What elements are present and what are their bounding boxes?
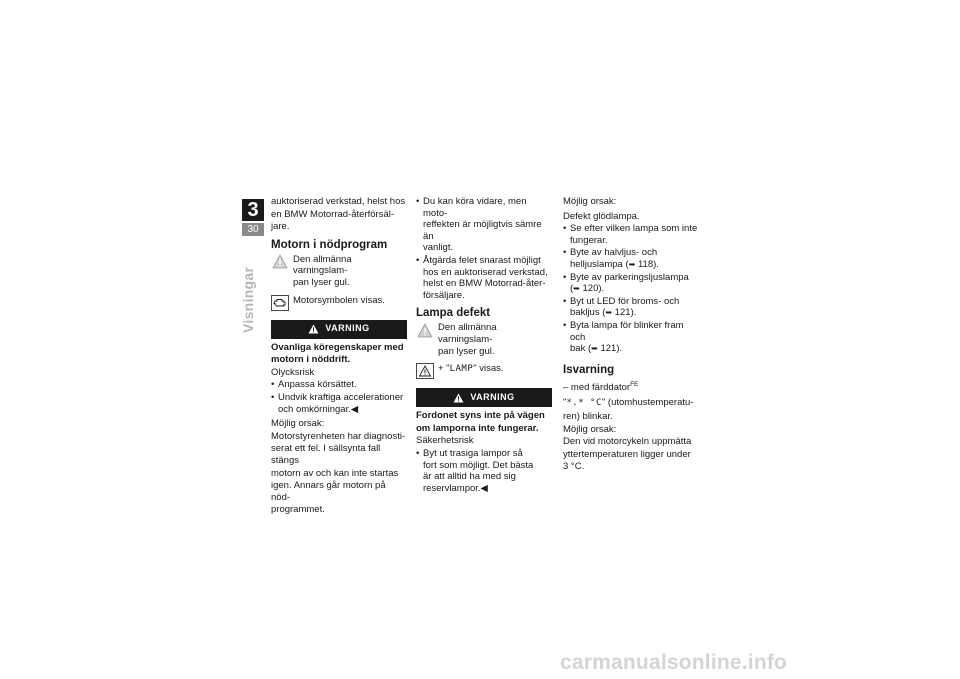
bullet-list [416, 196, 552, 301]
lamp-row [416, 363, 552, 379]
ice-line: ren) blinkar. [563, 411, 613, 423]
warning-light-icon [416, 322, 434, 338]
ice-code: *.* °C [566, 398, 602, 409]
list-item: • Byte av parkeringsljuslampa (➥ 120). [563, 272, 699, 295]
warning-title: motorn i nöddrift. [271, 354, 351, 366]
warning-title: om lamporna inte fungerar. [416, 422, 539, 434]
list-item: • Byta lampa för blinker fram och bak (➥ 121). [563, 320, 699, 355]
warning-bar [271, 320, 407, 339]
warning-triangle-icon [453, 393, 464, 403]
warning-bar [416, 388, 552, 407]
bullet-list [271, 379, 407, 415]
reference-arrow-icon: ➥ [591, 344, 598, 354]
column-2 [416, 196, 552, 495]
warning-triangle-icon [416, 363, 434, 379]
indicator-text: Den allmänna varningslam- [438, 322, 497, 345]
cause-line: Den vid motorcykeln uppmätta [563, 436, 692, 448]
engine-icon [271, 295, 289, 311]
bullet-list [416, 448, 552, 494]
lamp-text: + "LAMP" visas. [438, 363, 504, 375]
list-item: • Åtgärda felet snarast möjligt hos en auktoriserad verkstad, helst en BMW Motorrad-åter- försäljare. [416, 255, 552, 301]
warning-title: Ovanliga köregenskaper med [271, 341, 404, 353]
list-item: • Du kan köra vidare, men moto- reffekten är möjligtvis sämre än vanligt. [416, 196, 552, 254]
cause-label: Möjlig orsak: [563, 196, 617, 207]
fe-superscript: FE [630, 380, 639, 388]
warning-label: VARNING [325, 323, 370, 334]
list-item: • Se efter vilken lampa som inte fungerar. [563, 223, 699, 246]
warning-title: Fordonet syns inte på vägen [416, 410, 545, 422]
cause-line: motorn av och kan inte startas [271, 467, 399, 479]
engine-row [271, 295, 407, 311]
list-item: • Anpassa körsättet. [271, 379, 407, 391]
cause-line: serat ett fel. I sällsynta fall stängs [271, 443, 381, 466]
engine-text: Motorsymbolen visas. [293, 294, 385, 306]
intro-line: en BMW Motorrad-återförsäl- [271, 208, 395, 220]
indicator-row [271, 254, 407, 289]
column-1 [271, 196, 407, 517]
cause-text: Defekt glödlampa. [563, 210, 640, 222]
lamp-code: LAMP [449, 364, 474, 375]
column-3 [563, 196, 699, 474]
cause-label: Möjlig orsak: [271, 418, 325, 430]
chapter-number: 3 [242, 199, 264, 221]
section-heading-engine: Motorn i nödprogram [271, 238, 388, 251]
intro-line: auktoriserad verkstad, helst hos [271, 196, 406, 207]
indicator-text: pan lyser gul. [438, 345, 495, 357]
list-item: • Byt ut LED för broms- och bakljus (➥ 121). [563, 296, 699, 319]
reference-arrow-icon: ➥ [605, 308, 613, 318]
intro-line: jare. [271, 221, 290, 233]
cause-line: programmet. [271, 504, 325, 516]
cause-label: Möjlig orsak: [563, 423, 617, 435]
cause-line: igen. Annars går motorn på nöd- [271, 480, 386, 503]
warning-label: VARNING [470, 391, 515, 402]
risk-text: Olycksrisk [271, 366, 315, 378]
reference-arrow-icon: ➥ [573, 284, 580, 294]
section-heading-ice: Isvarning [563, 363, 615, 376]
warning-triangle-icon [308, 324, 319, 334]
indicator-text: pan lyser gul. [293, 276, 350, 288]
chapter-tab [242, 199, 264, 236]
warning-light-icon [271, 254, 289, 270]
risk-text: Säkerhetsrisk [416, 435, 474, 447]
cause-line: 3 °C. [563, 461, 585, 473]
indicator-row [416, 322, 552, 357]
section-heading-lamp: Lampa defekt [416, 307, 491, 320]
cause-line: Motorstyrenheten har diagnosti- [271, 430, 406, 442]
ice-line: "*.* °C" (utomhustemperatu- [563, 397, 694, 409]
indicator-text: Den allmänna varningslam- [293, 253, 352, 277]
list-item: • Undvik kraftiga accelerationer och omkörningar.◀ [271, 392, 407, 415]
cause-line: yttertemperaturen ligger under [563, 448, 691, 460]
list-item: • Byt ut trasiga lampor så fort som möjligt. Det bästa är att alltid ha med sig reservlampor.◀ [416, 448, 552, 494]
watermark: carmanualsonline.info [560, 651, 788, 674]
reference-arrow-icon: ➥ [628, 259, 636, 269]
chapter-label: Visningar [240, 266, 256, 333]
page-number: 30 [242, 223, 264, 236]
list-item: • Byte av halvljus- och helljuslampa (➥ 118). [563, 247, 699, 270]
bullet-list [563, 223, 699, 355]
fe-line: – med färddator$^{FE}$ [563, 380, 639, 393]
